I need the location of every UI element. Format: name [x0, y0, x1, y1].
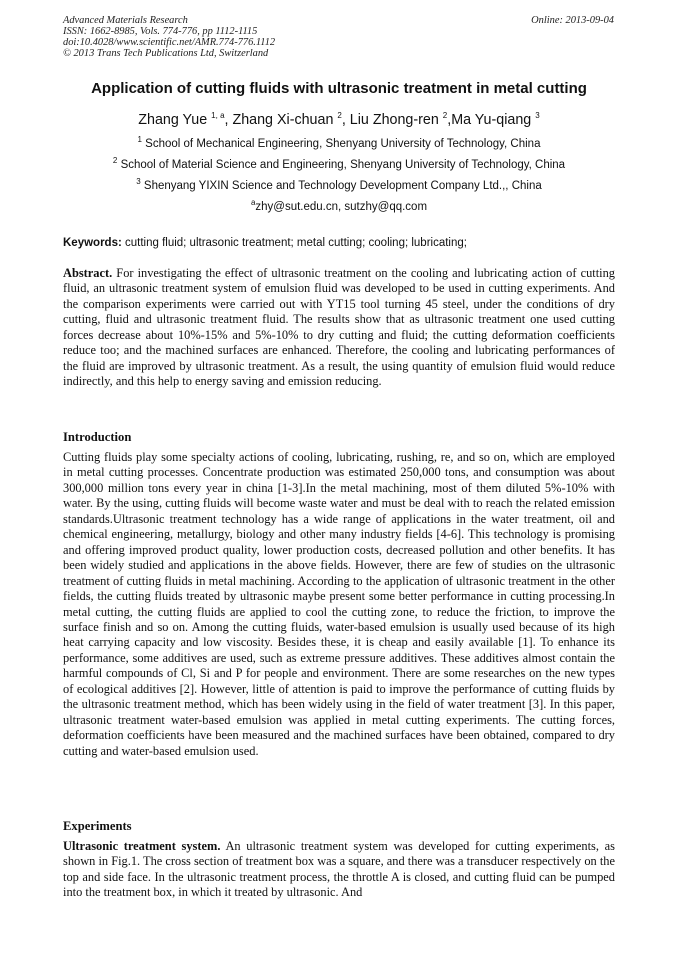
author-name: Ma Yu-qiang	[451, 112, 536, 128]
affiliation-text: School of Mechanical Engineering, Shenyang University of Technology, China	[141, 138, 541, 150]
author-name: Zhang Xi-chuan	[232, 112, 338, 128]
email-sup: a	[250, 198, 256, 208]
online-date: Online: 2013-09-04	[531, 15, 614, 26]
author-sep: ,	[224, 112, 233, 128]
affiliation-text: School of Material Science and Engineering, Shenyang University of Technology, China	[117, 159, 566, 171]
author-sup: 2	[337, 111, 342, 121]
introduction-heading: Introduction	[63, 430, 132, 444]
journal-name: Advanced Materials Research	[63, 15, 188, 26]
affiliation-3	[0, 177, 678, 192]
introduction-paragraph: Cutting fluids play some specialty actions of cooling, lubricating, rushing, re, and so on, which are employed in metal cutting processes. Concentrate production was estimated 250,000 tons, and consumption was about 300,000 million tons every year in china [1-3].In the metal machining, most of them diluted 5%-10% with water. By the using, cutting fluids will become waste water and must be deal with to reach the related emission standards.Ultrasonic treatment technology has a wide range of applications in the water treatment, oil and chemical engineering, metallurgy, biology and other many industry fields [4-6]. This technology is promising and offering improved product quality, lower production costs, decreased pollution and other benefits. It has been widely studied and applications in the above fields. However, there are few of studies on the ultrasonic treatment of cutting fluids in metal machining. According to the application of ultrasonic treatment in the other fields, the cutting fluids treated by ultrasonic maybe present some better performance in cutting processing.In metal cutting, the cutting fluids are applied to cool the cutting zone, to reduce the friction, to improve the surface finish and so on. Among the cutting fluids, water-based emulsion is usually used because of its high heat carrying capacity and low viscosity. Besides these, it is cheap and easily available [1]. To enhance its performance, some additives are used, such as extreme pressure additives. These additives almost contain the harmful compounds of Cl, Si and P for people and environment. There are some researches on the new types of ecological additives [2]. However, little of attention is paid to improve the performance of cutting fluids by the ultrasonic treatment method, which has been widely using in the field of water treatment [3]. In this paper, ultrasonic treatment water-based emulsion was applied in metal cutting experiments. The cutting forces, deformation coefficients have been measured and the machined surfaces have been obtained, compared to dry cutting and water-based emulsion used.	[63, 450, 615, 758]
email-text: zhy@sut.edu.cn, sutzhy@qq.com	[255, 201, 428, 213]
affiliation-1	[0, 135, 678, 150]
author-sep: ,	[341, 112, 350, 128]
abstract-text: For investigating the effect of ultrasonic treatment on the cooling and lubricating action of cutting fluid, an ultrasonic treatment system of emulsion fluid was developed to be used in cutting experiments. And the comparison experiments were carried out with YT15 tool turning 45 steel, under the conditions of dry cutting, fluid and ultrasonic treatment fluid. The results show that as ultrasonic treatment one used cutting forces decrease about 10%-15% and 5%-10% to dry cutting and fluid; the cutting deformation coefficients reduce too; and the machined surfaces are enhanced. Therefore, the cooling and lubricating performances of the fluid are improved by ultrasonic treatment. As a result, the using quantity of emulsion fluid would reduce indirectly, and this help to energy saving and emission reducing.	[63, 266, 615, 389]
paper-title: Application of cutting fluids with ultrasonic treatment in metal cutting	[91, 80, 587, 97]
author-sup: 3	[535, 111, 540, 121]
affiliation-num: 2	[112, 156, 118, 166]
author-name: Liu Zhong-ren	[349, 112, 443, 128]
abstract-paragraph	[63, 266, 615, 390]
keywords-text: cutting fluid; ultrasonic treatment; metal cutting; cooling; lubricating;	[121, 237, 467, 249]
affiliation-num: 1	[137, 135, 142, 145]
keywords-label: Keywords:	[63, 237, 122, 249]
subsection-label: Ultrasonic treatment system.	[63, 839, 221, 853]
abstract-label: Abstract.	[63, 266, 113, 280]
keywords-line	[63, 237, 623, 249]
experiments-paragraph	[63, 839, 615, 901]
affiliation-2	[0, 156, 678, 171]
experiments-text: An ultrasonic treatment system was developed for cutting experiments, as shown in Fig.1. The cross section of treatment box was a square, and there was a transducer respectively on the top and side face. In the ultrasonic treatment process, the throttle A is closed, and cutting fluid can be pumped into the treatment box, in which it treated by ultrasonic. And	[63, 839, 616, 900]
author-email	[0, 198, 678, 213]
experiments-heading: Experiments	[63, 819, 132, 833]
author-sep: ,	[447, 112, 452, 128]
author-name: Zhang Yue	[138, 112, 212, 128]
doi-line: doi:10.4028/www.scientific.net/AMR.774-776.1112	[63, 37, 276, 48]
journal-header	[63, 15, 275, 59]
issn-line: ISSN: 1662-8985, Vols. 774-776, pp 1112-1115	[63, 26, 258, 37]
author-sup: 2	[442, 111, 448, 121]
author-line	[0, 112, 678, 128]
affiliation-text: Shenyang YIXIN Science and Technology Development Company Ltd.,, China	[140, 180, 542, 192]
copyright-line: © 2013 Trans Tech Publications Ltd, Switzerland	[63, 48, 269, 59]
affiliation-num: 3	[136, 177, 141, 187]
author-sup: 1, a	[211, 111, 225, 121]
